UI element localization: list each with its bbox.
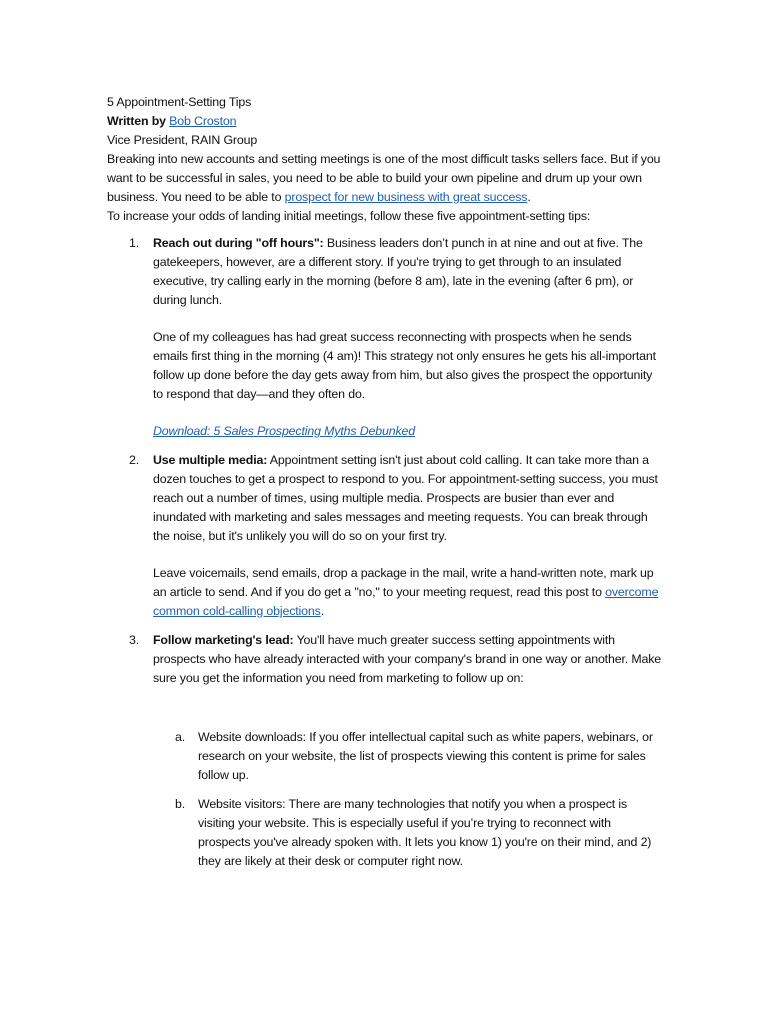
- download-line: [153, 422, 663, 441]
- tips-list: [107, 234, 663, 871]
- tip-text: Business leaders don’t punch in at nine and out at five. The gatekeepers, however, are a different story. If you're trying to get through to an insulated executive, try calling early in the morning (before 8 am), late in the evening (after 6 pm), or during lunch.: [153, 236, 643, 307]
- intro-end: .: [527, 190, 531, 204]
- objections-link[interactable]: overcome common cold-calling objections: [153, 585, 659, 618]
- sub-item-text: Website downloads: If you offer intellectual capital such as white papers, webinars, or research on your website, the list of prospects viewing this content is prime for sales follow up.: [198, 730, 653, 782]
- tip-heading: Reach out during "off hours":: [153, 236, 324, 250]
- document-title: 5 Appointment-Setting Tips: [107, 95, 252, 109]
- tip-paragraph-2: One of my colleagues has had great success reconnecting with prospects when he sends emails first thing in the morning (4 am)! This strategy not only ensures he gets his all-important follow up done before the day gets away from him, but also gives the prospect the opportunity to respond that day—and they often do.: [153, 330, 656, 401]
- prospect-link[interactable]: prospect for new business with great success: [284, 190, 528, 204]
- author-role: Vice President, RAIN Group: [107, 133, 258, 147]
- sub-item-b: [153, 795, 663, 871]
- author-link[interactable]: Bob Croston: [169, 114, 237, 128]
- intro-paragraph: [107, 150, 663, 207]
- tip-item-1: [107, 234, 663, 441]
- tip-heading: Follow marketing's lead:: [153, 633, 294, 647]
- intro-text: Breaking into new accounts and setting meetings is one of the most difficult tasks sellers face. But if you want to be successful in sales, you need to be able to build your own pipeline and drum up your own business. You need to be able to: [107, 152, 661, 204]
- tip-item-2: [107, 451, 663, 621]
- sub-list: [153, 728, 663, 871]
- document-body: [107, 93, 663, 881]
- tip-item-3: [107, 631, 663, 871]
- lead-paragraph: To increase your odds of landing initial meetings, follow these five appointment-setting tips:: [107, 209, 591, 223]
- tip-number: 3.: [129, 633, 140, 647]
- sub-item-letter: b.: [175, 797, 186, 811]
- sub-item-text: Website visitors: There are many technologies that notify you when a prospect is visiting your website. This is especially useful if you’re trying to reconnect with prospects you've already spoken with. It lets you know 1) you're on their mind, and 2) they are likely at their desk or computer right now.: [198, 797, 652, 868]
- sub-item-letter: a.: [175, 730, 186, 744]
- tip-number: 1.: [129, 236, 140, 250]
- tip-heading: Use multiple media:: [153, 453, 268, 467]
- tip-text: You'll have much greater success setting appointments with prospects who have already interacted with your company's brand in one way or another. Make sure you get the information you need from marketing to follow up on:: [153, 633, 662, 685]
- download-link[interactable]: [153, 424, 415, 438]
- tip-text: Appointment setting isn't just about cold calling. It can take more than a dozen touches to get a prospect to respond to you. For appointment-setting success, you must reach out a number of times, using multiple media. Prospects are busier than ever and inundated with marketing and sales messages and meeting requests. You can break through the noise, but it's unlikely you will do so on your first try.: [153, 453, 658, 543]
- tip-paragraph-2-text: Leave voicemails, send emails, drop a package in the mail, write a hand-written note, mark up an article to send. And if you do get a "no," to your meeting request, read this post to: [153, 566, 654, 599]
- author-line: [107, 112, 663, 131]
- tip-number: 2.: [129, 453, 140, 467]
- tip-paragraph: [153, 631, 663, 688]
- download-link-text: Download: 5 Sales Prospecting Myths Debunked: [153, 424, 416, 438]
- tip-paragraph-2: [153, 564, 663, 621]
- author-prefix: Written by: [107, 114, 170, 128]
- sub-item-a: [153, 728, 663, 785]
- tip-paragraph-2-end: .: [320, 604, 324, 618]
- tip-paragraph: [153, 234, 663, 310]
- tip-paragraph: [153, 451, 663, 546]
